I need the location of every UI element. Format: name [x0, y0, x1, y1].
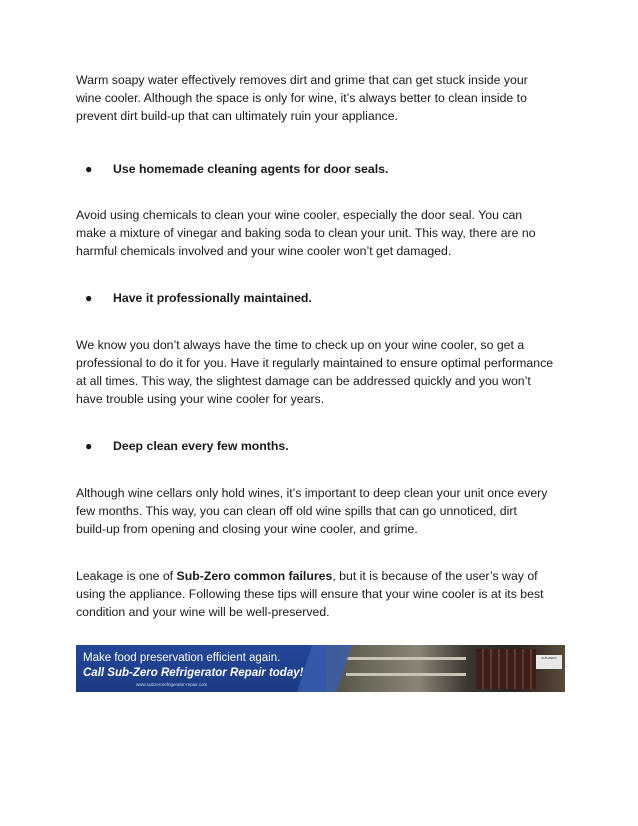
bullet-text: Deep clean every few months. — [113, 439, 289, 453]
text-line: We know you don’t always have the time to check up on your wine cooler, so get a — [76, 338, 525, 352]
banner-url: www.subzerorefrigerator-repair.com — [136, 682, 208, 687]
sub-zero-logo: SUB-ZERO — [536, 655, 562, 669]
bullet-text: Use homemade cleaning agents for door seals. — [113, 162, 389, 176]
text-line: make a mixture of vinegar and baking soda to clean your unit. This way, there are no — [76, 226, 536, 240]
text-line: at all times. This way, the slightest damage can be addressed quickly and you won’t — [76, 374, 531, 388]
text-line: have trouble using your wine cooler for years. — [76, 392, 325, 406]
text-line: wine cooler. Although the space is only for wine, it’s always better to clean inside to — [76, 91, 527, 105]
bullet-homemade-cleaning — [85, 160, 388, 178]
text-line: few months. This way, you can clean off old wine spills that can go unnoticed, dirt — [76, 504, 517, 518]
paragraph-avoid-chemicals — [76, 206, 566, 260]
bullet-deep-clean — [85, 437, 289, 455]
paragraph-deep-clean — [76, 484, 566, 538]
shelf-decoration — [346, 657, 466, 660]
wine-rack-decoration — [476, 649, 536, 689]
text-line: harmful chemicals involved and your wine cooler won’t get damaged. — [76, 244, 452, 258]
link-sub-zero-common-failures[interactable]: Sub-Zero common failures — [176, 569, 333, 583]
text-line: condition and your wine will be well-preserved. — [76, 605, 330, 619]
paragraph-warm-soapy-water — [76, 71, 566, 125]
banner-call-to-action: Call Sub-Zero Refrigerator Repair today! — [83, 667, 304, 679]
paragraph-professional-maintenance — [76, 336, 566, 408]
bullet-dot-icon: ● — [85, 162, 93, 176]
paragraph-leakage — [76, 567, 566, 621]
shelf-decoration — [346, 673, 466, 676]
promo-banner[interactable] — [76, 645, 565, 692]
text-line: Avoid using chemicals to clean your wine cooler, especially the door seal. You can — [76, 208, 523, 222]
text-line: Although wine cellars only hold wines, it’s important to deep clean your unit once every — [76, 486, 548, 500]
banner-headline: Make food preservation efficient again. — [83, 652, 281, 664]
bullet-text: Have it professionally maintained. — [113, 291, 312, 305]
text-line: using the appliance. Following these tips will ensure that your wine cooler is at its best — [76, 587, 544, 601]
bullet-professionally-maintained — [85, 289, 312, 307]
text-line: prevent dirt build-up that can ultimately ruin your appliance. — [76, 109, 398, 123]
text-line: Warm soapy water effectively removes dirt and grime that can get stuck inside your — [76, 73, 528, 87]
bullet-dot-icon: ● — [85, 439, 93, 453]
text-line: build-up from opening and closing your wine cooler, and grime. — [76, 522, 418, 536]
bullet-dot-icon: ● — [85, 291, 93, 305]
text-fragment: , but it is because of the user’s way of — [332, 569, 538, 583]
text-line: professional to do it for you. Have it regularly maintained to ensure optimal performance — [76, 356, 554, 370]
text-fragment: Leakage is one of — [76, 569, 177, 583]
